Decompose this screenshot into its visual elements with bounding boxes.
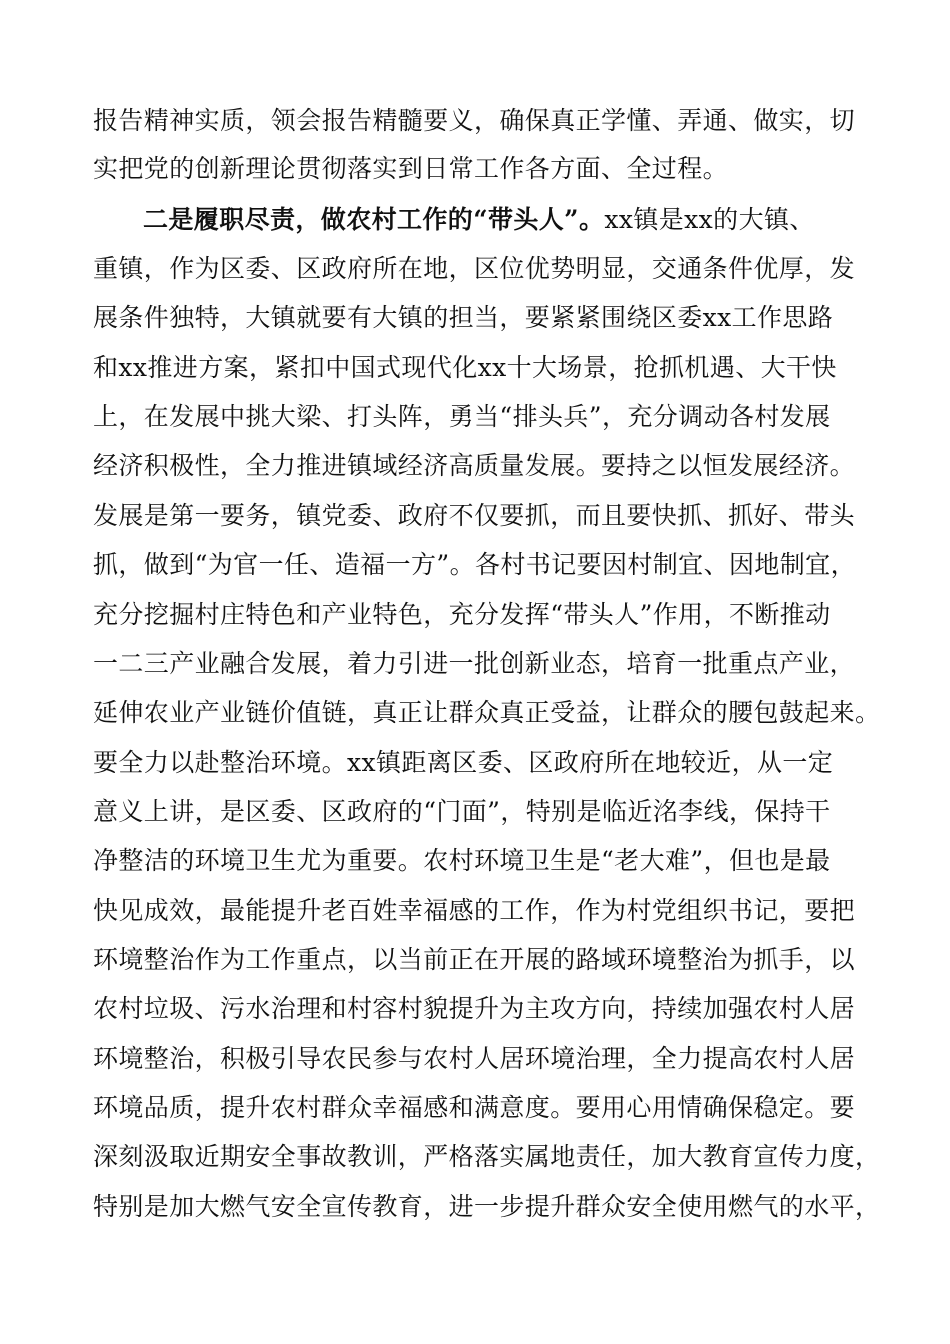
text-line-23: 特别是加大燃气安全宣传教育，进一步提升群众安全使用燃气的水平， xyxy=(93,1192,881,1221)
paragraph-heading: 二是履职尽责，做农村工作的“带头人”。 xyxy=(143,205,605,234)
text-line-19: 农村垃圾、污水治理和村容村貌提升为主攻方向，持续加强农村人居 xyxy=(93,994,856,1023)
text-line-20: 环境整治，积极引导农民参与农村人居环境治理，全力提高农村人居 xyxy=(93,1044,856,1073)
text-line-6: 和xx推进方案，紧扣中国式现代化xx十大场景，抢抓机遇、大干快 xyxy=(93,353,837,382)
text-line-14: 要全力以赴整治环境。xx镇距离区委、区政府所在地较近，从一定 xyxy=(93,748,834,777)
text-line-12: 一二三产业融合发展，着力引进一批创新业态，培育一批重点产业， xyxy=(93,649,856,678)
text-line-11: 充分挖掘村庄特色和产业特色，充分发挥“带头人”作用，不断推动 xyxy=(93,600,831,629)
text-line-5: 展条件独特，大镇就要有大镇的担当，要紧紧围绕区委xx工作思路 xyxy=(93,303,834,332)
paragraph-2-first-line xyxy=(143,205,883,235)
text-line-7: 上，在发展中挑大梁、打头阵，勇当“排头兵”，充分调动各村发展 xyxy=(93,402,831,431)
text-line-22: 深刻汲取近期安全事故教训，严格落实属地责任，加大教育宣传力度， xyxy=(93,1142,881,1171)
text-line-2: 实把党的创新理论贯彻落实到日常工作各方面、全过程。 xyxy=(93,154,729,183)
text-line-9: 发展是第一要务，镇党委、政府不仅要抓，而且要快抓、抓好、带头 xyxy=(93,501,856,530)
text-line-8: 经济积极性，全力推进镇域经济高质量发展。要持之以恒发展经济。 xyxy=(93,451,856,480)
text-line-13: 延伸农业产业链价值链，真正让群众真正受益，让群众的腰包鼓起来。 xyxy=(93,698,881,727)
paragraph-lead-text: xx镇是xx的大镇、 xyxy=(604,205,815,234)
text-line-21: 环境品质，提升农村群众幸福感和满意度。要用心用情确保稳定。要 xyxy=(93,1093,856,1122)
text-line-1: 报告精神实质，领会报告精髓要义，确保真正学懂、弄通、做实，切 xyxy=(93,106,856,135)
text-line-10: 抓，做到“为官一任、造福一方”。各村书记要因村制宜、因地制宜， xyxy=(93,550,856,579)
text-line-4: 重镇，作为区委、区政府所在地，区位优势明显，交通条件优厚，发 xyxy=(93,254,856,283)
text-line-18: 环境整治作为工作重点，以当前正在开展的路域环境整治为抓手，以 xyxy=(93,945,856,974)
text-line-17: 快见成效，最能提升老百姓幸福感的工作，作为村党组织书记，要把 xyxy=(93,896,856,925)
text-line-16: 净整洁的环境卫生尤为重要。农村环境卫生是“老大难”，但也是最 xyxy=(93,846,831,875)
text-line-15: 意义上讲，是区委、区政府的“门面”，特别是临近洺李线，保持干 xyxy=(93,797,831,826)
